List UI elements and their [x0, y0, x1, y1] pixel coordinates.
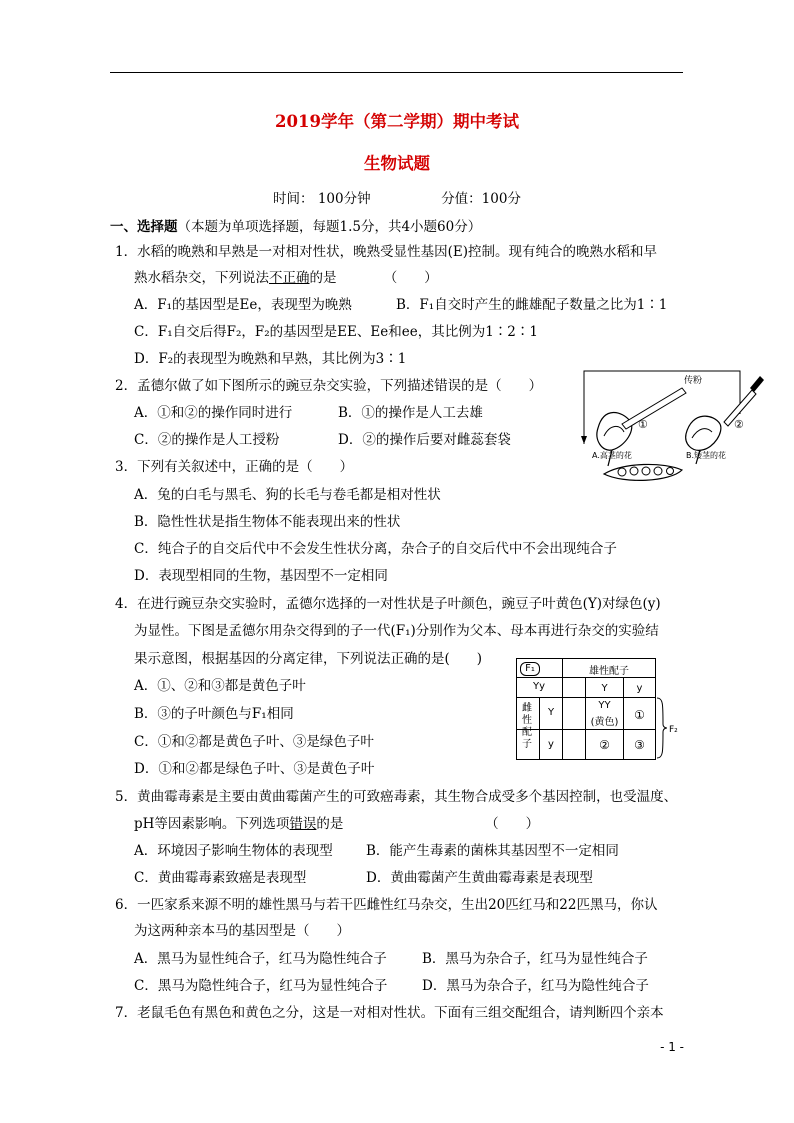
- q2-stem: 2．孟德尔做了如下图所示的豌豆杂交实验，下列描述错误的是（ ）: [115, 378, 543, 394]
- fig-circle-1: ①: [638, 418, 648, 431]
- f2-label: F₂: [669, 725, 678, 735]
- table-f1: F₁: [520, 662, 540, 676]
- q1-option-d: D．F₂的表现型为晚熟和早熟，其比例为3∶1: [134, 351, 407, 367]
- q5-stem-2b: 的是 （ ）: [316, 816, 540, 832]
- q3-option-b: B．隐性性状是指生物体不能表现出来的性状: [134, 514, 401, 530]
- q1-stem-1: 1．水稻的晚熟和早熟是一对相对性状，晚熟受显性基因(E)控制。现有纯合的晚熟水稻和早: [115, 244, 657, 260]
- q3-stem: 3．下列有关叙述中，正确的是（ ）: [115, 459, 354, 475]
- q2-option-c: C．②的操作是人工授粉: [134, 432, 280, 448]
- exam-title: 2019学年（第二学期）期中考试: [275, 112, 519, 131]
- q4-option-a: A．①、②和③都是黄色子叶: [134, 678, 306, 694]
- q4-stem-2: 为显性。下图是孟德尔用杂交得到的子一代(F₁)分别作为父本、母本再进行杂交的实验结: [134, 623, 659, 639]
- q1-stem-2a: 熟水稻杂交，下列说法: [134, 270, 269, 286]
- table-cell-yellow: (黄色): [590, 717, 619, 728]
- section-heading: [110, 218, 481, 236]
- fig-label-tall: A.高茎的花: [592, 451, 632, 460]
- table-row-y: y: [548, 739, 554, 750]
- table-cell-3: ③: [634, 738, 645, 752]
- fig-transfer-label: 传粉: [684, 376, 703, 386]
- q7-stem-1: 7．老鼠毛色有黑色和黄色之分，这是一对相对性状。下面有三组交配组合，请判断四个亲本: [115, 1005, 664, 1021]
- q3-option-c: C．纯合子的自交后代中不会发生性状分离，杂合子的自交后代中不会出现纯合子: [134, 541, 617, 557]
- q2-option-d: D．②的操作后要对雌蕊套袋: [338, 432, 511, 448]
- q5-stem-1: 5．黄曲霉毒素是主要由黄曲霉菌产生的可致癌毒素，其生物合成受多个基因控制，也受温度、: [115, 789, 678, 805]
- header-rule: [110, 72, 683, 73]
- q1-stem-underlined: 不正确: [269, 270, 310, 286]
- q6-option-b: B．黑马为杂合子，红马为显性纯合子: [422, 951, 648, 967]
- q3-option-d: D．表现型相同的生物，基因型不一定相同: [134, 568, 388, 584]
- q5-stem-2a: pH等因素影响。下列选项: [134, 816, 290, 832]
- q4-stem-3: 果示意图，根据基因的分离定律，下列说法正确的是( ): [134, 651, 483, 667]
- table-row-Y: Y: [547, 707, 555, 718]
- q1-option-a: A．F₁的基因型是Ee，表现型为晚熟: [134, 297, 352, 313]
- q1-stem-2b: 的是 （ ）: [309, 270, 438, 286]
- q6-option-d: D．黑马为杂合子，红马为隐性纯合子: [422, 978, 649, 994]
- pea-pod-drawing: [604, 464, 682, 480]
- transfer-arrow-head: [581, 436, 587, 444]
- q4-option-c: C．①和②都是黄色子叶、③是绿色子叶: [134, 734, 374, 750]
- q1-option-b: B．F₁自交时产生的雌雄配子数量之比为1∶1: [396, 297, 668, 313]
- q4-option-d: D．①和②都是绿色子叶、③是黄色子叶: [134, 761, 375, 777]
- section-note: （本题为单项选择题，每题1.5分，共4小题60分）: [177, 219, 482, 235]
- q5-stem-2: [134, 815, 539, 833]
- table-col-y: y: [636, 683, 643, 694]
- q6-option-c: C．黑马为隐性纯合子，红马为显性纯合子: [134, 978, 388, 994]
- table-male-header: 雄性配子: [589, 666, 629, 677]
- q4-option-b: B．③的子叶颜色与F₁相同: [134, 706, 294, 722]
- fig-circle-2: ②: [734, 418, 744, 431]
- table-col-Y: Y: [601, 683, 608, 694]
- table-cell-2: ②: [599, 738, 610, 752]
- q5-option-d: D．黄曲霉菌产生黄曲霉毒素是表现型: [366, 870, 593, 886]
- q2-option-a: A．①和②的操作同时进行: [134, 405, 293, 421]
- q6-stem-2: 为这两种亲本马的基因型是（ ）: [134, 923, 350, 939]
- q3-option-a: A．兔的白毛与黑毛、狗的长毛与卷毛都是相对性状: [134, 487, 441, 503]
- f2-brace: [655, 696, 685, 760]
- q2-option-b: B．①的操作是人工去雄: [338, 405, 483, 421]
- page-number: - 1 -: [660, 1040, 684, 1054]
- fig-label-dwarf: B.矮茎的花: [686, 451, 727, 460]
- exam-meta: [0, 187, 794, 207]
- q4-stem-1: 4．在进行豌豆杂交实验时，孟德尔选择的一对性状是子叶颜色，豌豆子叶黄色(Y)对绿色(y): [115, 596, 661, 612]
- exam-score: 分值：100分: [441, 191, 521, 207]
- table-cell-1: ①: [634, 708, 645, 722]
- q5-option-a: A．环境因子影响生物体的表现型: [134, 843, 333, 859]
- q1-option-c: C．F₁自交后得F₂，F₂的基因型是EE、Ee和ee，其比例为1∶2∶1: [134, 324, 538, 340]
- section-heading-label: 一、选择题: [110, 219, 178, 235]
- q2-cross-figure: [574, 366, 770, 490]
- q1-stem-2: [134, 269, 438, 287]
- table-yy: Yy: [532, 681, 546, 692]
- q6-stem-1: 6．一匹家系来源不明的雄性黑马与若干匹雌性红马杂交，生出20匹红马和22匹黑马，你认: [115, 897, 658, 913]
- q5-option-b: B．能产生毒素的菌株其基因型不一定相同: [366, 843, 619, 859]
- punnett-table: [516, 658, 656, 760]
- table-female-header: 雌性配子: [522, 703, 532, 750]
- table-cell-YY: YY: [598, 700, 611, 711]
- q5-stem-underlined: 错误: [289, 816, 317, 832]
- q6-option-a: A．黑马为显性纯合子，红马为隐性纯合子: [134, 951, 387, 967]
- exam-time: 时间： 100分钟: [273, 191, 371, 207]
- q5-option-c: C．黄曲霉毒素致癌是表现型: [134, 870, 307, 886]
- subject-title: 生物试题: [364, 154, 430, 173]
